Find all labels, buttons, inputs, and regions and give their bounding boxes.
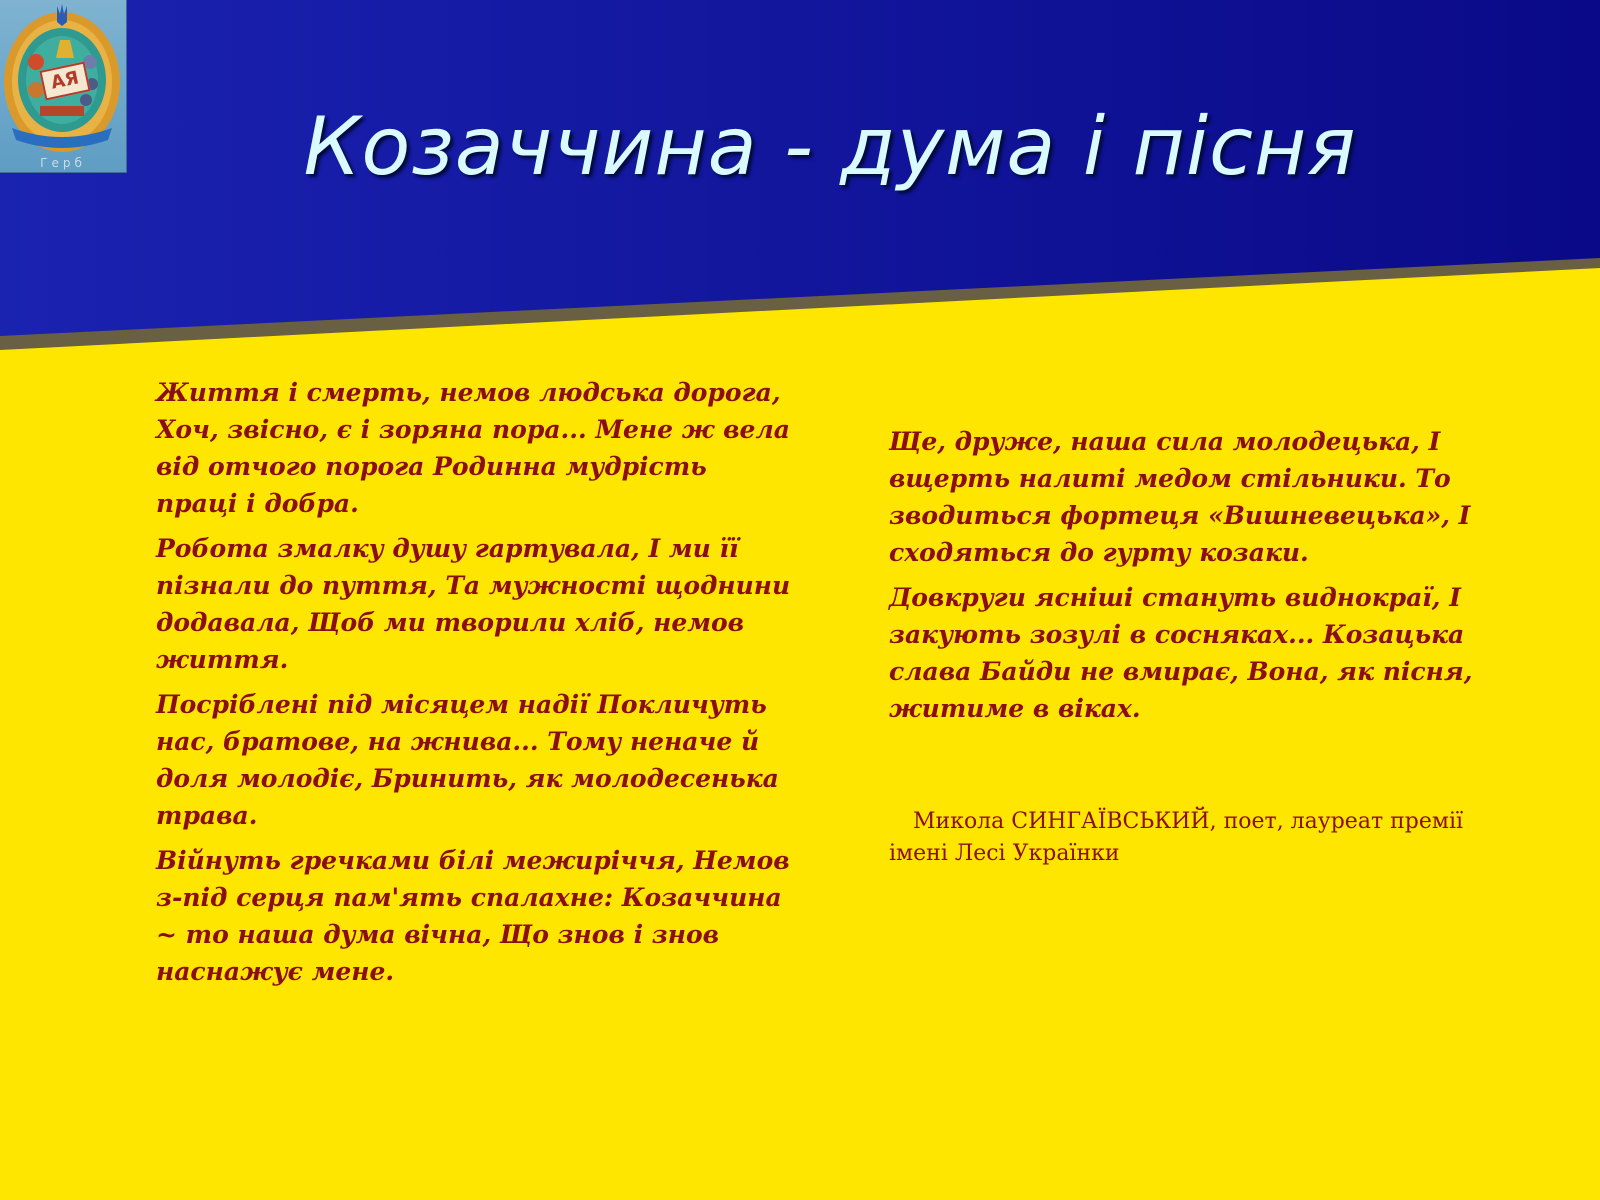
poem-left-column bbox=[156, 374, 796, 998]
logo-caption: Герб bbox=[40, 156, 86, 170]
poem-attribution: Микола СИНГАЇВСЬКИЙ, поет, лауреат премії імені Лесі Українки bbox=[889, 809, 1464, 866]
poem-stanza: Довкруги ясніші стануть виднокраї, І закують зозулі в сосняках... Козацька слава Байди не вмирає, Вона, як пісня, житиме в віках. bbox=[889, 583, 1473, 723]
coat-of-arms-logo bbox=[0, 0, 127, 173]
poem-stanza: Робота змалку душу гартувала, І ми її пізнали до пуття, Та мужності щоднини додавала, Щоб ми творили хліб, немов життя. bbox=[156, 534, 791, 674]
logo-badge: АЯ bbox=[39, 62, 90, 101]
poem-stanza: Ще, друже, наша сила молодецька, І вщерть налиті медом стільники. То зводиться фортеця «Вишневецька», І сходяться до гурту козаки. bbox=[889, 427, 1471, 567]
poem-stanza: Посріблені під місяцем надії Покличуть нас, братове, на жнива... Тому неначе й доля молодіє, Бринить, як молодесенька трава. bbox=[156, 690, 779, 830]
poem-stanza: Життя і смерть, немов людська дорога, Хоч, звісно, є і зоряна пора... Мене ж вела від отчого порога Родинна мудрість праці і добра. bbox=[156, 378, 790, 518]
slide-title: Козаччина - дума і пісня bbox=[303, 100, 1357, 193]
poem-stanza: Війнуть гречками білі межиріччя, Немов з-під серця пам'ять спалахне: Козаччина ~ то наша дума вічна, Що знов і знов наснажує мене. bbox=[156, 846, 790, 986]
poem-right-column bbox=[889, 423, 1489, 735]
